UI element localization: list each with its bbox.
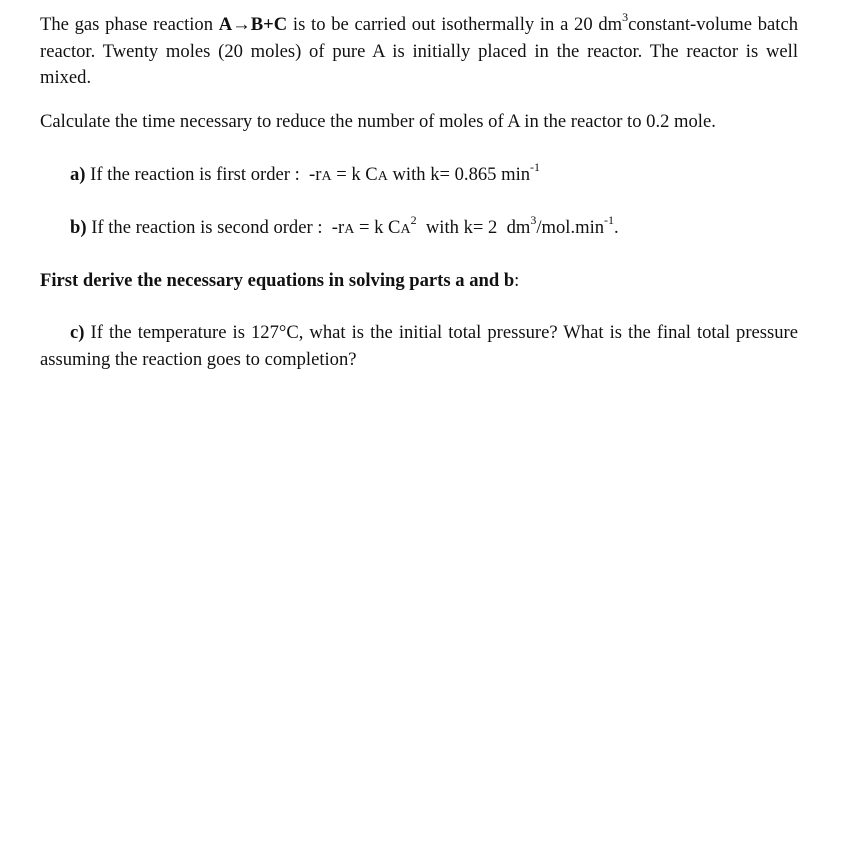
part-c-label: c) [70, 322, 85, 343]
part-b [70, 212, 798, 244]
part-c-text: If the temperature is 127°C, what is the initial total pressure? What is the final total pressure assuming the reaction goes to completion? [40, 322, 798, 370]
part-b-exponent-3: -1 [604, 212, 615, 227]
part-a-mid-2: with k= 0.865 min [387, 164, 531, 185]
part-b-mid-3: /mol.min [536, 217, 605, 238]
part-b-mid-2: with k= 2 dm [416, 217, 531, 238]
part-b-mid-1: = k C [354, 217, 401, 238]
part-b-text: If the reaction is second order : -r [86, 217, 345, 238]
part-b-sub-1: A [344, 222, 355, 237]
derive-instruction [40, 268, 798, 295]
intro-text-3: constant-volume batch reactor. Twenty moles (20 moles) of pure A is initially placed in the reactor. The reactor is well mixed. [40, 14, 798, 88]
part-a-mid-1: = k C [331, 164, 378, 185]
part-a-exponent: -1 [530, 159, 541, 174]
part-b-exponent-2: 3 [530, 212, 537, 227]
part-a-sub-2: A [377, 169, 388, 184]
intro-text-2: is to be carried out isothermally in a 20 dm [287, 14, 623, 35]
derive-bold-text: First derive the necessary equations in solving parts a and b [40, 270, 515, 291]
part-b-exponent-1: 2 [410, 212, 417, 227]
part-a-label: a) [70, 164, 86, 185]
part-b-label: b) [70, 217, 87, 238]
part-a-sub-1: A [321, 169, 332, 184]
intro-volume-exponent: 3 [622, 9, 629, 24]
reaction-equation: A→B+C [218, 14, 288, 35]
part-a-text: If the reaction is first order : -r [85, 164, 322, 185]
calculate-statement: Calculate the time necessary to reduce the number of moles of A in the reactor to 0.2 mole. [40, 111, 716, 132]
part-c [40, 320, 798, 373]
intro-text-1: The gas phase reaction [40, 14, 219, 35]
part-a [70, 159, 798, 191]
part-b-end: . [614, 217, 619, 238]
problem-intro [40, 9, 798, 92]
derive-colon: : [514, 270, 520, 291]
part-b-sub-2: A [400, 222, 411, 237]
